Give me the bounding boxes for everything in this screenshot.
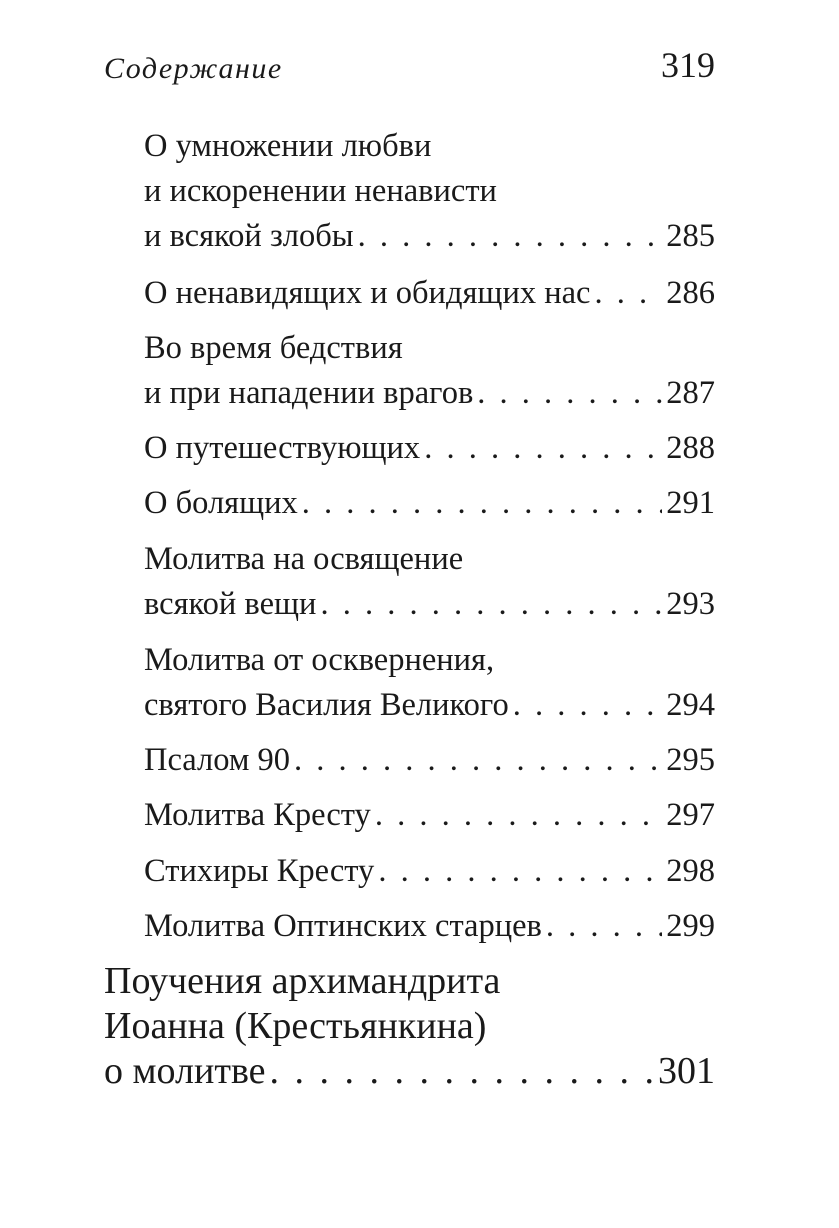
toc-page-number: 288	[666, 430, 715, 466]
dot-leader	[358, 214, 663, 259]
toc-entry-title-line: О умножении любви	[144, 128, 432, 164]
toc-page-number: 285	[666, 218, 715, 254]
toc-entry-title-line: Молитва Оптинских старцев	[144, 908, 542, 944]
dot-leader	[424, 426, 662, 471]
dot-leader	[270, 1049, 654, 1094]
toc-entry-main[interactable]	[104, 959, 715, 1094]
toc-page-number: 293	[666, 586, 715, 622]
toc-entry-title-line: Поучения архимандрита	[104, 960, 501, 1002]
toc-page-number: 294	[666, 687, 715, 723]
toc-entry-title-line: всякой вещи	[144, 586, 317, 622]
dot-leader	[375, 793, 662, 838]
toc-entry-title-line: и всякой злобы	[144, 218, 354, 254]
toc-entry-title-line: и при нападении врагов	[144, 375, 474, 411]
toc-entry-title-line: О ненавидящих и обидящих нас	[144, 275, 591, 311]
toc-entry-title-line: Во время бедствия	[144, 330, 403, 366]
toc-page-number: 301	[658, 1050, 715, 1092]
toc-entry[interactable]	[144, 638, 715, 728]
toc-entry[interactable]	[144, 426, 715, 471]
running-head	[104, 44, 715, 94]
toc-entry-title-line: Молитва от осквернения,	[144, 642, 495, 678]
toc-entry[interactable]	[144, 124, 715, 259]
toc-page-number: 298	[666, 853, 715, 889]
toc-entry[interactable]	[144, 904, 715, 949]
section-title: Содержание	[104, 52, 283, 85]
toc-entry[interactable]	[144, 738, 715, 783]
toc-entry-title-line: святого Василия Великого	[144, 687, 509, 723]
toc-page-number: 299	[666, 908, 715, 944]
toc-page-number: 287	[666, 375, 715, 411]
toc-entry-title-line: О болящих	[144, 485, 298, 521]
page-number: 319	[661, 45, 715, 85]
toc-entry[interactable]	[144, 326, 715, 416]
toc-page-number: 297	[666, 797, 715, 833]
toc-entry[interactable]	[144, 849, 715, 894]
toc-entry-title-line: Молитва Кресту	[144, 797, 371, 833]
toc-entry-title-line: Молитва на освящение	[144, 541, 464, 577]
dot-leader	[320, 582, 662, 627]
toc-entry-title-line: Псалом 90	[144, 742, 291, 778]
toc-entry[interactable]	[144, 793, 715, 838]
toc-entry-title-line: Иоанна (Крестьянкина)	[104, 1005, 487, 1047]
dot-leader	[302, 481, 662, 526]
dot-leader	[294, 738, 662, 783]
dot-leader	[546, 904, 662, 949]
toc-entry-title-line: о молитве	[104, 1050, 266, 1092]
dot-leader	[378, 849, 662, 894]
dot-leader	[513, 683, 663, 728]
dot-leader	[477, 371, 662, 416]
toc-entry[interactable]	[144, 537, 715, 627]
toc-entry[interactable]	[144, 271, 715, 316]
toc-page-number: 286	[666, 275, 715, 311]
toc-entry-title-line: и искоренении ненависти	[144, 173, 497, 209]
toc-page-number: 295	[666, 742, 715, 778]
toc-page-number: 291	[666, 485, 715, 521]
toc-entry[interactable]	[144, 481, 715, 526]
dot-leader	[594, 271, 662, 316]
toc-entry-title-line: Стихиры Кресту	[144, 853, 375, 889]
toc-entry-title-line: О путешествующих	[144, 430, 421, 466]
